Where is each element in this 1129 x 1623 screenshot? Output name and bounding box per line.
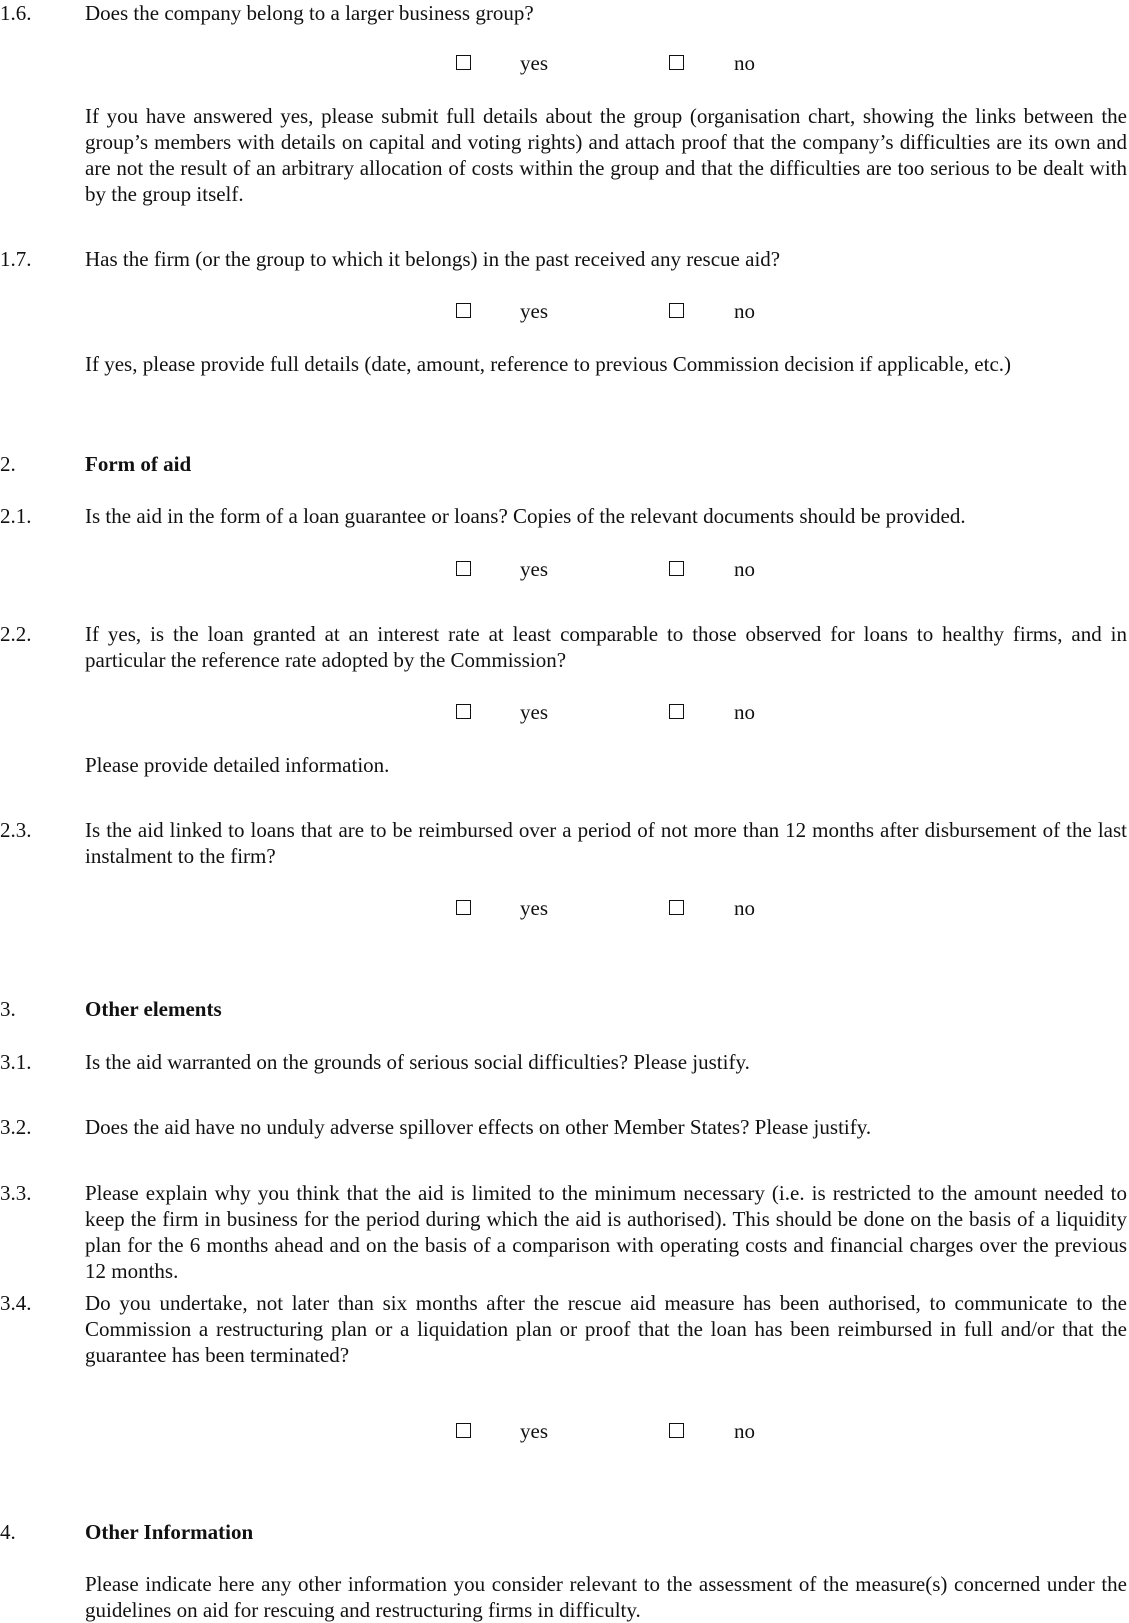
question-text: Does the aid have no unduly adverse spillover effects on other Member States? Please justify.: [85, 1115, 872, 1139]
choice-row-2-3: [0, 895, 1129, 921]
no-label: no: [734, 557, 755, 581]
question-number: 3.3.: [0, 1181, 32, 1205]
section-number: 4.: [0, 1520, 16, 1544]
question-number: 1.7.: [0, 247, 32, 271]
no-checkbox[interactable]: [669, 303, 684, 318]
question-number: 2.1.: [0, 504, 32, 528]
no-checkbox[interactable]: [669, 704, 684, 719]
section-title: Other elements: [85, 997, 222, 1021]
note-1-6: If you have answered yes, please submit full details about the group (organisation chart, showing the links between the group’s members with details on capital and voting rights) and attach proof that the company’s difficulties are its own and are not the result of an arbitrary allocation of costs within the group and that the difficulties are too serious to be dealt with by the group itself.: [85, 104, 1127, 206]
question-text: Is the aid warranted on the grounds of serious social difficulties? Please justify.: [85, 1050, 750, 1074]
no-label: no: [734, 299, 755, 323]
choice-row-2-2: [0, 699, 1129, 725]
no-checkbox[interactable]: [669, 1423, 684, 1438]
note-4: Please indicate here any other information you consider relevant to the assessment of the measure(s) concerned under the guidelines on aid for rescuing and restructuring firms in difficulty.: [85, 1572, 1127, 1622]
yes-label: yes: [520, 299, 548, 323]
yes-checkbox[interactable]: [456, 303, 471, 318]
section-title: Form of aid: [85, 452, 192, 476]
yes-checkbox[interactable]: [456, 55, 471, 70]
note-2-2: Please provide detailed information.: [85, 753, 390, 777]
no-checkbox[interactable]: [669, 55, 684, 70]
yes-checkbox[interactable]: [456, 704, 471, 719]
yes-checkbox[interactable]: [456, 561, 471, 576]
choice-row-1-6: [0, 50, 1129, 76]
yes-label: yes: [520, 896, 548, 920]
yes-label: yes: [520, 51, 548, 75]
question-text: If yes, is the loan granted at an interest rate at least comparable to those observed for loans to healthy firms, and in particular the reference rate adopted by the Commission?: [85, 622, 1127, 672]
no-label: no: [734, 896, 755, 920]
question-text: Has the firm (or the group to which it belongs) in the past received any rescue aid?: [85, 247, 781, 271]
question-text: Please explain why you think that the aid is limited to the minimum necessary (i.e. is restricted to the amount needed to keep the firm in business for the period during which the aid is authorised). This should be done on the basis of a liquidity plan for the 6 months ahead and on the basis of a comparison with operating costs and financial charges over the previous 12 months.: [85, 1181, 1127, 1283]
yes-label: yes: [520, 1419, 548, 1443]
choice-row-2-1: [0, 556, 1129, 582]
section-number: 2.: [0, 452, 16, 476]
choice-row-1-7: [0, 298, 1129, 324]
question-number: 2.3.: [0, 818, 32, 842]
note-1-7: If yes, please provide full details (date, amount, reference to previous Commission decision if applicable, etc.): [85, 352, 1012, 376]
yes-checkbox[interactable]: [456, 1423, 471, 1438]
yes-label: yes: [520, 700, 548, 724]
question-text: Do you undertake, not later than six months after the rescue aid measure has been authorised, to communicate to the Commission a restructuring plan or a liquidation plan or proof that the loan has been reimbursed in full and/or that the guarantee has been terminated?: [85, 1291, 1127, 1367]
question-text: Is the aid linked to loans that are to be reimbursed over a period of not more than 12 months after disbursement of the last instalment to the firm?: [85, 818, 1127, 868]
choice-row-3-4: [0, 1418, 1129, 1444]
no-label: no: [734, 1419, 755, 1443]
question-number: 3.1.: [0, 1050, 32, 1074]
question-number: 3.2.: [0, 1115, 32, 1139]
question-text: Is the aid in the form of a loan guarantee or loans? Copies of the relevant documents should be provided.: [85, 504, 966, 528]
no-label: no: [734, 51, 755, 75]
no-checkbox[interactable]: [669, 900, 684, 915]
section-title: Other Information: [85, 1520, 254, 1544]
question-text: Does the company belong to a larger business group?: [85, 1, 534, 25]
no-label: no: [734, 700, 755, 724]
yes-checkbox[interactable]: [456, 900, 471, 915]
question-number: 3.4.: [0, 1291, 32, 1315]
section-number: 3.: [0, 997, 16, 1021]
question-number: 1.6.: [0, 1, 32, 25]
no-checkbox[interactable]: [669, 561, 684, 576]
yes-label: yes: [520, 557, 548, 581]
question-number: 2.2.: [0, 622, 32, 646]
